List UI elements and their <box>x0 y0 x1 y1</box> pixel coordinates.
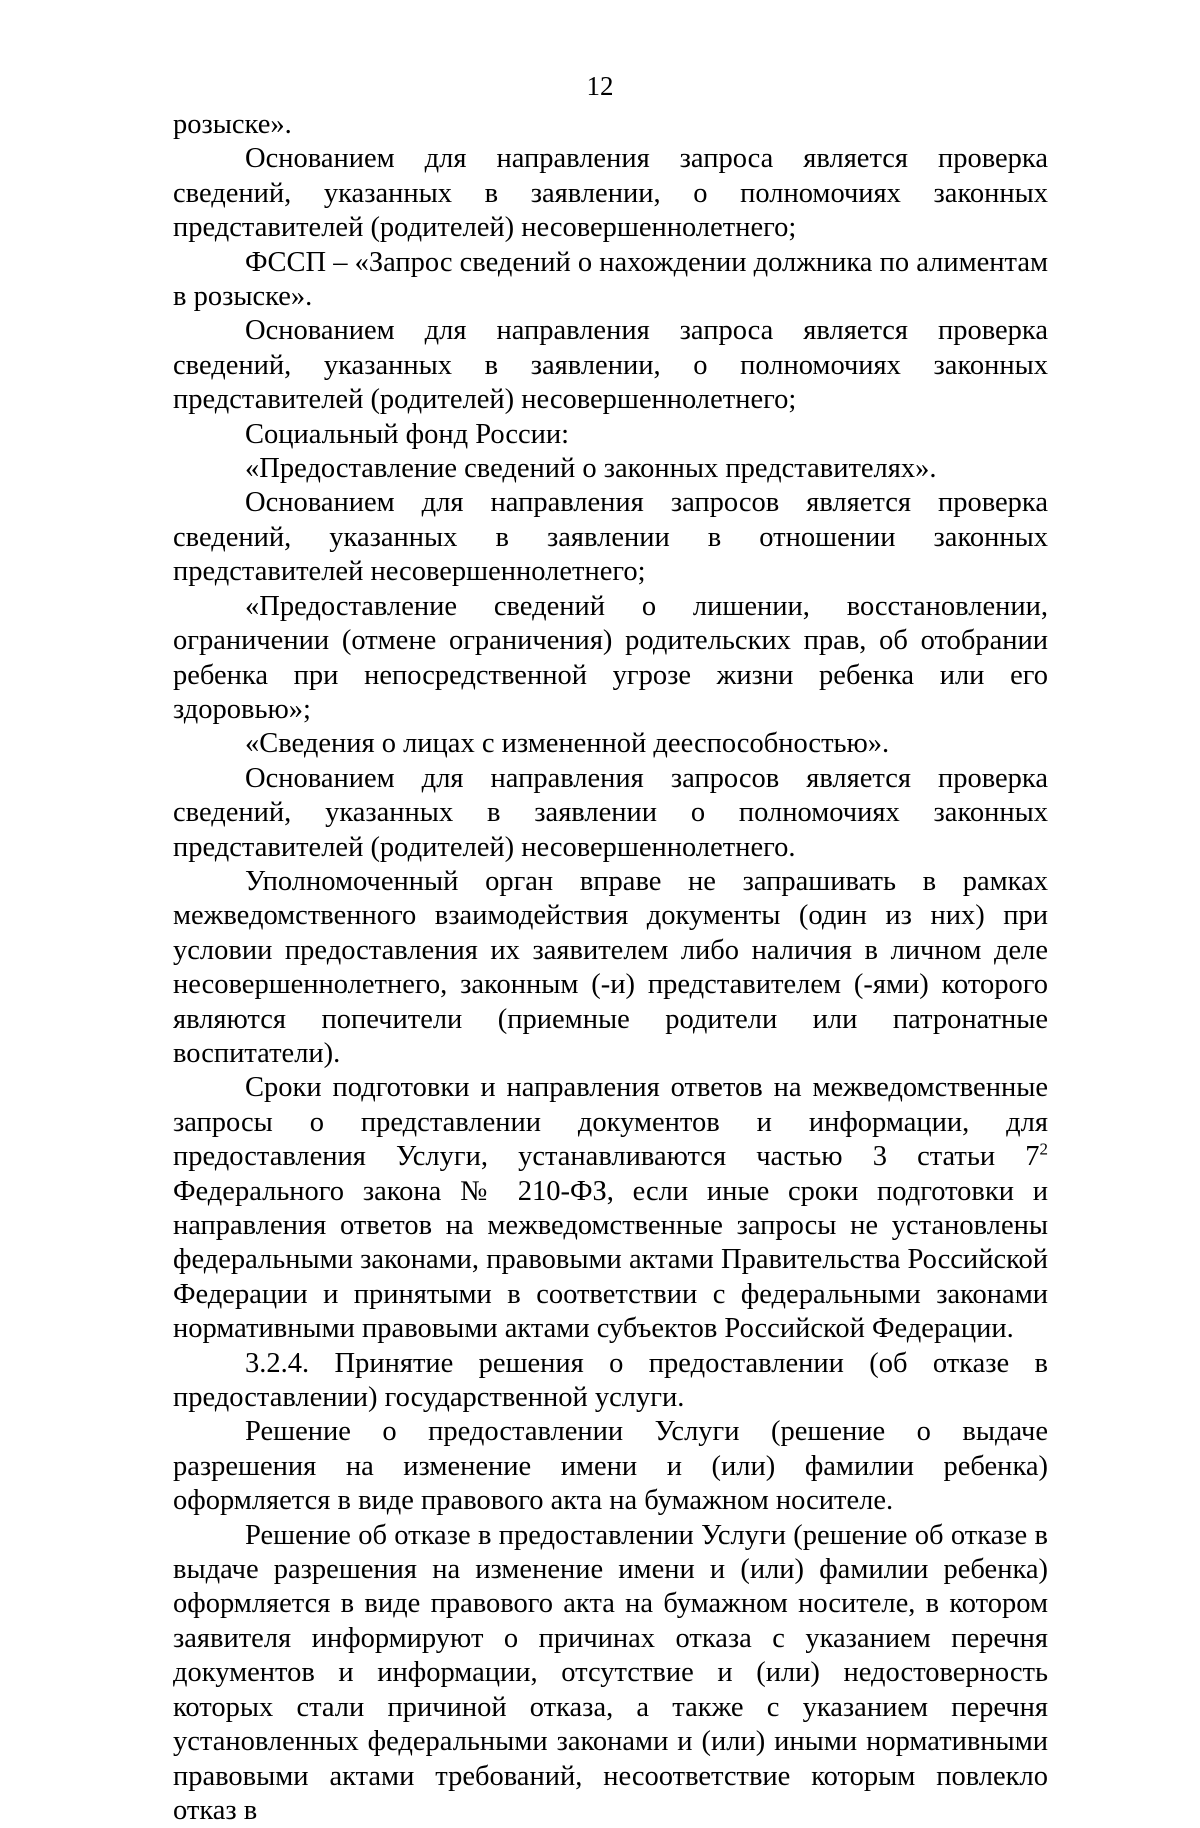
paragraph: Решение об отказе в предоставлении Услуги (решение об отказе в выдаче разрешения на изменение имени и (или) фамилии ребенка) оформляется в виде правового акта на бумажном носителе, в котором заявителя информируют о причинах отказа с указанием перечня документов и информации, отсутствие и (или) недостоверность которых стали причиной отказа, а также с указанием перечня установленных федеральными законами и (или) иными нормативными правовыми актами требований, несоответствие которым повлекло отказ в <box>173 1519 1048 1826</box>
section-heading: 3.2.4. Принятие решения о предоставлении (об отказе в предоставлении) государственной услуги. <box>173 1347 1048 1414</box>
paragraph: «Сведения о лицах с измененной дееспособностью». <box>245 728 890 760</box>
paragraph-text-after: Федерального закона № 210-ФЗ, если иные сроки подготовки и направления ответов на межведомственные запросы не установлены федеральными законами, правовыми актами Правительства Российской Федерации и принятыми в соответствии с федеральными законами нормативными правовыми актами субъектов Российской Федерации. <box>173 1175 1048 1345</box>
paragraph-with-superscript <box>173 1071 1048 1346</box>
paragraph: ФССП – «Запрос сведений о нахождении должника по алиментам в розыске». <box>173 246 1049 313</box>
paragraph: Основанием для направления запросов является проверка сведений, указанных в заявлении в отношении законных представителей несовершеннолетнего; <box>173 487 1048 588</box>
paragraph: «Предоставление сведений о законных представителях». <box>245 453 937 485</box>
paragraph: Социальный фонд России: <box>245 418 570 450</box>
paragraph: Основанием для направления запросов является проверка сведений, указанных в заявлении о полномочиях законных представителей (родителей) несовершеннолетнего. <box>173 762 1048 863</box>
paragraph-continuation: розыске». <box>173 109 292 140</box>
paragraph-text-before: Сроки подготовки и направления ответов на межведомственные запросы о представлении документов и информации, для предоставления Услуги, устанавливаются частью 3 статьи 7 <box>173 1072 1048 1173</box>
page-number: 12 <box>586 71 614 101</box>
paragraph: «Предоставление сведений о лишении, восстановлении, ограничении (отмене ограничения) родительских прав, об отобрании ребенка при непосредственной угрозе жизни ребенка или его здоровью»; <box>173 590 1048 725</box>
paragraph: Основанием для направления запроса является проверка сведений, указанных в заявлении, о полномочиях законных представителей (родителей) несовершеннолетнего; <box>173 315 1048 416</box>
paragraph: Решение о предоставлении Услуги (решение о выдаче разрешения на изменение имени и (или) фамилии ребенка) оформляется в виде правового акта на бумажном носителе. <box>173 1416 1048 1517</box>
superscript: 2 <box>1039 1139 1048 1159</box>
paragraph: Уполномоченный орган вправе не запрашивать в рамках межведомственного взаимодействия документы (один из них) при условии предоставления их заявителем либо наличия в личном деле несовершеннолетнего, законным (-и) представителем (-ями) которого являются попечители (приемные родители или патронатные воспитатели). <box>173 865 1048 1069</box>
paragraph: Основанием для направления запроса является проверка сведений, указанных в заявлении, о полномочиях законных представителей (родителей) несовершеннолетнего; <box>173 143 1048 244</box>
document-body <box>173 108 1048 1828</box>
